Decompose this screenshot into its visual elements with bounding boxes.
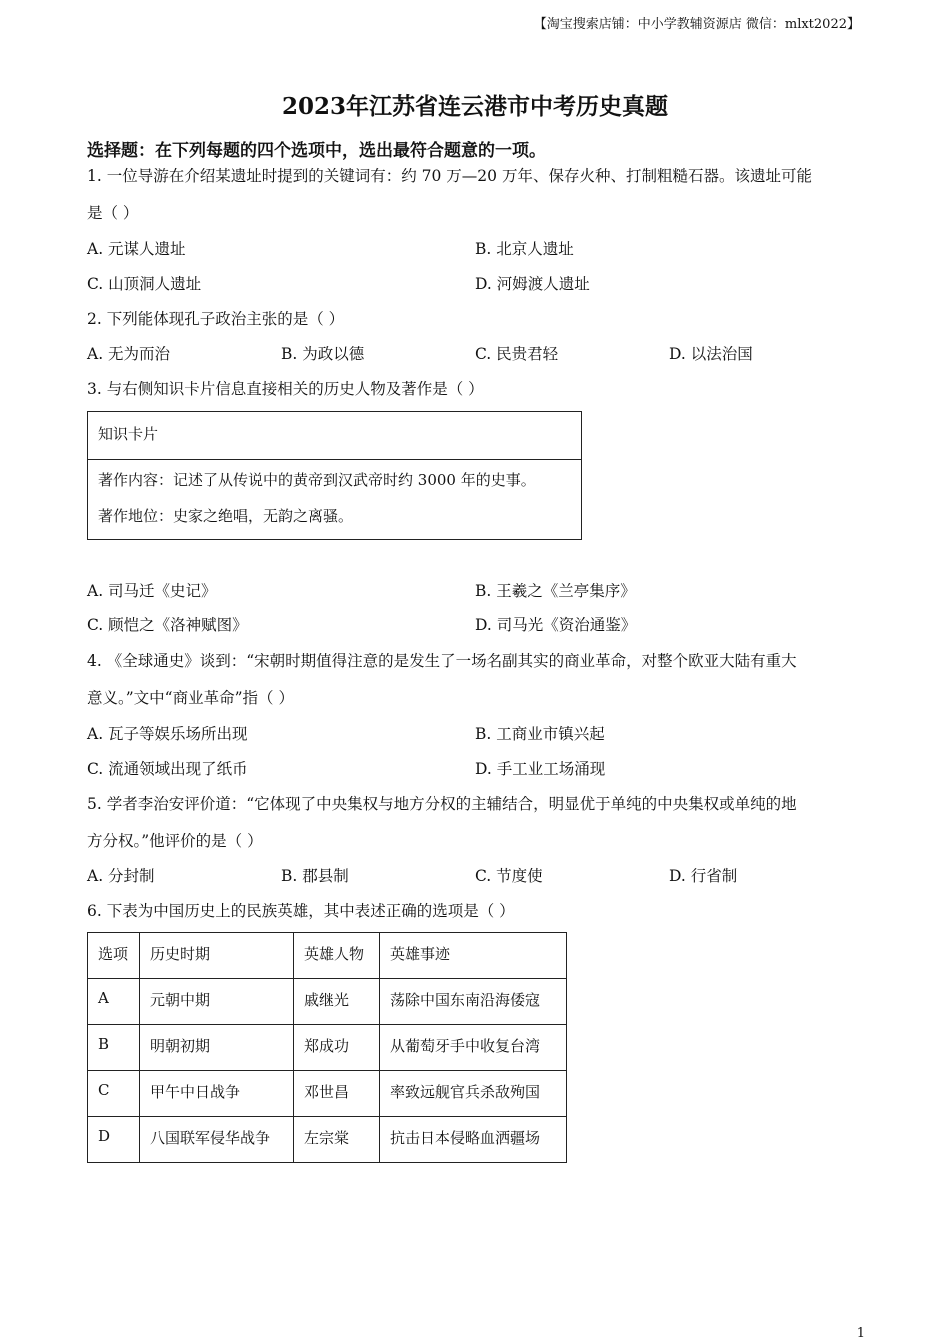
question-4-text-cont: 意义。”文中“商业革命”指（ ） (87, 689, 294, 707)
question-1-option-c: C. 山顶洞人遗址 (87, 275, 202, 293)
table-cell: C (88, 1071, 140, 1117)
table-cell: A (88, 979, 140, 1025)
table-row (88, 1025, 567, 1071)
table-row (88, 979, 567, 1025)
table-header-cell: 英雄事迹 (380, 933, 567, 979)
page-title: 2023年江苏省连云港市中考历史真题 (281, 93, 668, 120)
question-1-option-a: A. 元谋人遗址 (87, 240, 186, 258)
knowledge-card-line-2: 著作地位：史家之绝唱，无韵之离骚。 (98, 507, 354, 525)
table-cell: 荡除中国东南沿海倭寇 (380, 979, 567, 1025)
question-2-option-c: C. 民贵君轻 (475, 345, 559, 363)
question-5-option-d: D. 行省制 (669, 867, 738, 885)
question-3-option-b: B. 王羲之《兰亭集序》 (475, 582, 636, 600)
question-4-option-a: A. 瓦子等娱乐场所出现 (87, 725, 248, 743)
table-header-cell: 选项 (88, 933, 140, 979)
section-title: 选择题：在下列每题的四个选项中，选出最符合题意的一项。 (87, 141, 546, 161)
table-row (88, 1117, 567, 1163)
question-3-option-d: D. 司马光《资治通鉴》 (475, 616, 637, 634)
question-4-option-b: B. 工商业市镇兴起 (475, 725, 605, 743)
table-cell: B (88, 1025, 140, 1071)
table-cell: 率致远舰官兵杀敌殉国 (380, 1071, 567, 1117)
table-cell: 明朝初期 (140, 1025, 294, 1071)
question-5-text-cont: 方分权。”他评价的是（ ） (87, 832, 263, 850)
question-2-option-d: D. 以法治国 (669, 345, 753, 363)
knowledge-card-title: 知识卡片 (98, 425, 159, 443)
question-1-text: 1. 一位导游在介绍某遗址时提到的关键词有：约 70 万—20 万年、保存火种、打制粗糙石器。该遗址可能 (87, 167, 812, 185)
table-header-cell: 历史时期 (140, 933, 294, 979)
table-cell: 甲午中日战争 (140, 1071, 294, 1117)
table-cell: 元朝中期 (140, 979, 294, 1025)
heroes-table (87, 932, 567, 1163)
question-3-option-c: C. 顾恺之《洛神赋图》 (87, 616, 248, 634)
table-header-row (88, 933, 567, 979)
knowledge-card-line-1: 著作内容：记述了从传说中的黄帝到汉武帝时约 3000 年的史事。 (98, 471, 536, 489)
question-1-option-d: D. 河姆渡人遗址 (475, 275, 590, 293)
table-cell: 邓世昌 (294, 1071, 380, 1117)
question-2-text: 2. 下列能体现孔子政治主张的是（ ） (87, 310, 345, 328)
table-header-cell: 英雄人物 (294, 933, 380, 979)
question-6-text: 6. 下表为中国历史上的民族英雄，其中表述正确的选项是（ ） (87, 902, 515, 920)
table-row (88, 1071, 567, 1117)
table-cell: 戚继光 (294, 979, 380, 1025)
table-cell: 郑成功 (294, 1025, 380, 1071)
table-cell: 八国联军侵华战争 (140, 1117, 294, 1163)
table-cell: D (88, 1117, 140, 1163)
question-4-option-c: C. 流通领域出现了纸币 (87, 760, 248, 778)
question-5-option-c: C. 节度使 (475, 867, 543, 885)
question-2-option-b: B. 为政以德 (281, 345, 365, 363)
question-1-text-cont: 是（ ） (87, 204, 139, 222)
page-number: 1 (856, 1326, 865, 1341)
question-5-option-a: A. 分封制 (87, 867, 155, 885)
question-4-text: 4. 《全球通史》谈到：“宋朝时期值得注意的是发生了一场名副其实的商业革命，对整个欧亚大陆有重大 (87, 652, 797, 670)
table-cell: 抗击日本侵略血洒疆场 (380, 1117, 567, 1163)
knowledge-card-header (88, 412, 581, 460)
knowledge-card (87, 411, 582, 540)
question-3-option-a: A. 司马迁《史记》 (87, 582, 217, 600)
question-1-option-b: B. 北京人遗址 (475, 240, 574, 258)
question-5-text: 5. 学者李治安评价道：“它体现了中央集权与地方分权的主辅结合，明显优于单纯的中央集权或单纯的地 (87, 795, 797, 813)
question-2-option-a: A. 无为而治 (87, 345, 171, 363)
header-note: 【淘宝搜索店铺：中小学教辅资源店 微信：mlxt2022】 (533, 17, 860, 32)
question-5-option-b: B. 郡县制 (281, 867, 349, 885)
question-4-option-d: D. 手工业工场涌现 (475, 760, 606, 778)
table-cell: 左宗棠 (294, 1117, 380, 1163)
table-cell: 从葡萄牙手中收复台湾 (380, 1025, 567, 1071)
question-3-text: 3. 与右侧知识卡片信息直接相关的历史人物及著作是（ ） (87, 380, 484, 398)
